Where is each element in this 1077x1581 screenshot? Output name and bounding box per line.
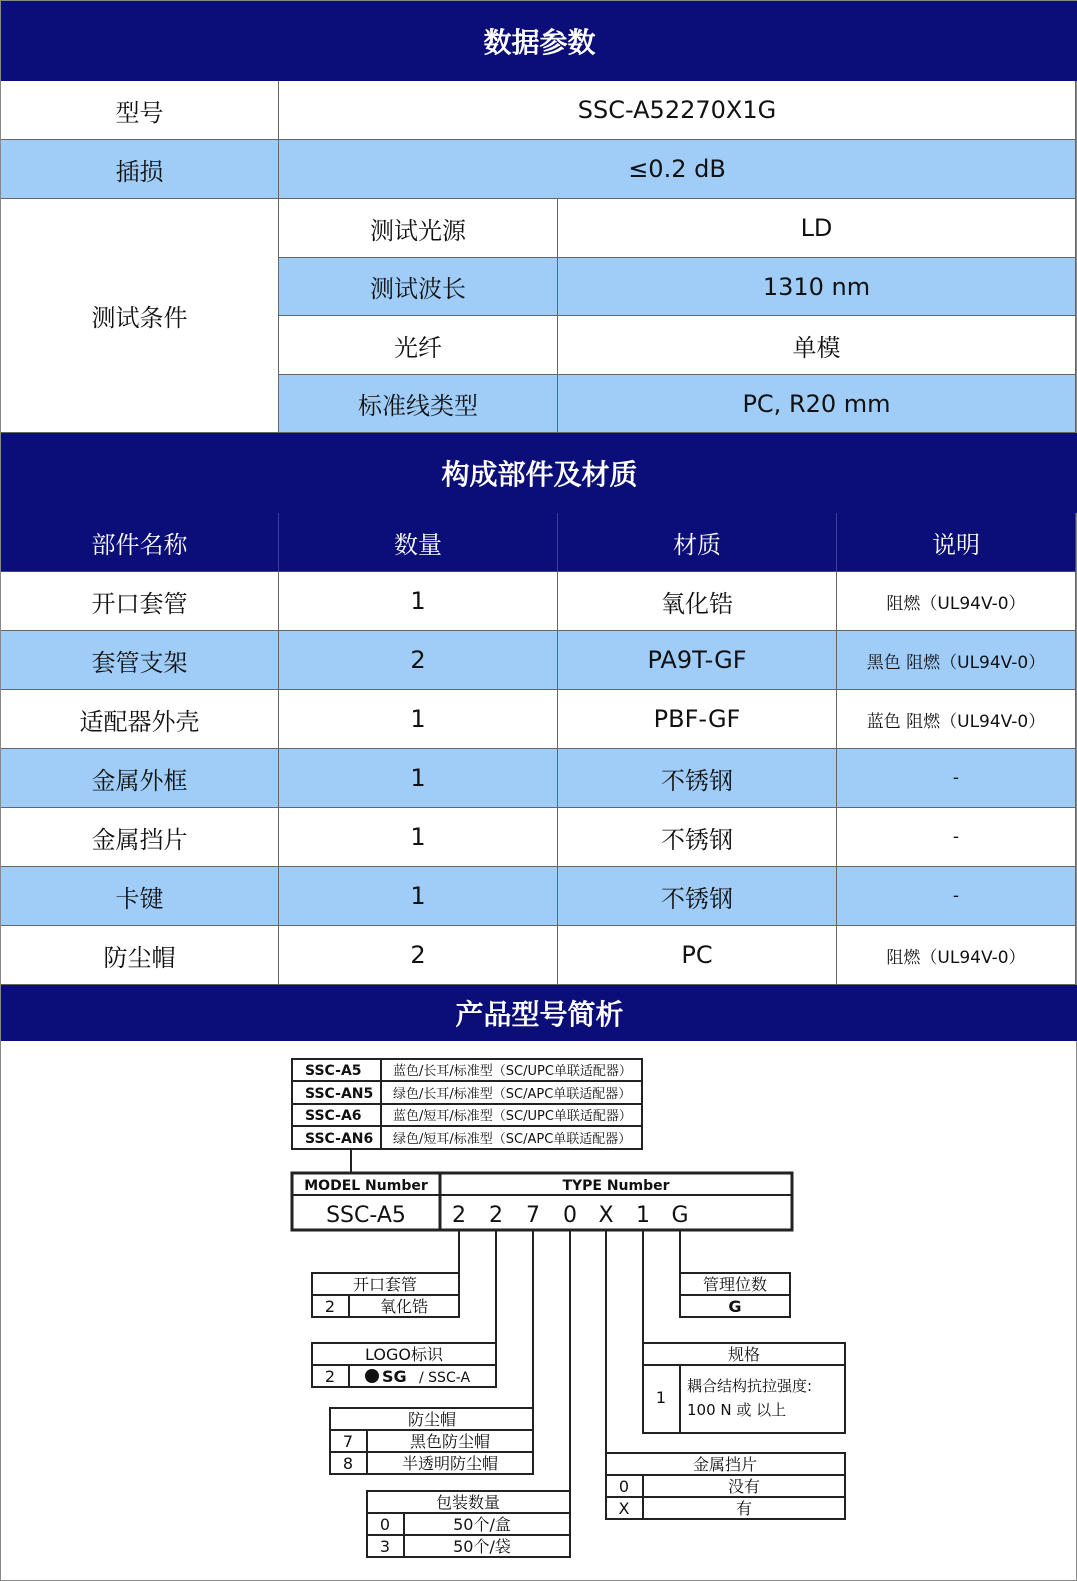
test-row-label: 测试光源 xyxy=(279,199,558,258)
spec-desc-line2: 100 N 或 以上 xyxy=(687,1401,787,1419)
table-cell-qty: 1 xyxy=(279,749,558,808)
table-cell-note: 黑色 阻燃（UL94V-0） xyxy=(837,631,1076,690)
model-list-code: SSC-AN6 xyxy=(305,1131,374,1147)
dustcap-desc: 半透明防尘帽 xyxy=(401,1454,499,1473)
shutter-title: 金属挡片 xyxy=(692,1455,758,1474)
dustcap-desc: 黑色防尘帽 xyxy=(409,1432,491,1451)
section-title-model-analysis: 产品型号简析 xyxy=(1,985,1077,1041)
type-char: 1 xyxy=(636,1203,650,1228)
table-cell-part: 开口套管 xyxy=(1,572,279,631)
type-char: 7 xyxy=(526,1203,540,1228)
test-row-value: 1310 nm xyxy=(558,258,1076,316)
shutter-desc: 没有 xyxy=(727,1477,761,1496)
model-list-desc: 绿色/长耳/标准型（SC/APC单联适配器） xyxy=(393,1087,632,1102)
table-cell-part: 防尘帽 xyxy=(1,926,279,985)
table-cell-note: 蓝色 阻燃（UL94V-0） xyxy=(837,690,1076,749)
package-code: 3 xyxy=(379,1537,391,1556)
spec-code: 1 xyxy=(655,1388,667,1407)
model-number-diagram xyxy=(1,1041,1077,1581)
spec-desc-line1: 耦合结构抗拉强度: xyxy=(687,1377,813,1395)
table-cell-material: 不锈钢 xyxy=(558,808,837,867)
test-row-value: PC, R20 mm xyxy=(558,375,1076,433)
table-cell-note: 阻燃（UL94V-0） xyxy=(837,926,1076,985)
shutter-code: 0 xyxy=(618,1477,630,1496)
table-cell-note: - xyxy=(837,867,1076,926)
table-cell-note: - xyxy=(837,749,1076,808)
model-number-label: MODEL Number xyxy=(304,1178,428,1194)
logo-title: LOGO标识 xyxy=(365,1345,443,1364)
pipe-title: 管理位数 xyxy=(702,1275,768,1294)
table-cell-qty: 1 xyxy=(279,808,558,867)
table-cell-note: 阻燃（UL94V-0） xyxy=(837,572,1076,631)
table-cell-part: 套管支架 xyxy=(1,631,279,690)
package-code: 0 xyxy=(379,1515,391,1534)
test-row-value: LD xyxy=(558,199,1076,258)
loss-value: ≤0.2 dB xyxy=(279,140,1076,199)
col-header-note: 说明 xyxy=(837,513,1076,572)
type-char: G xyxy=(671,1203,689,1228)
table-cell-material: 不锈钢 xyxy=(558,867,837,926)
col-header-material: 材质 xyxy=(558,513,837,572)
model-list-desc: 蓝色/长耳/标准型（SC/UPC单联适配器） xyxy=(393,1064,632,1079)
logo-code: 2 xyxy=(324,1367,336,1386)
type-number-label: TYPE Number xyxy=(562,1178,670,1194)
logo-desc: / SSC-A xyxy=(419,1370,471,1386)
package-title: 包装数量 xyxy=(435,1493,501,1512)
table-cell-part: 金属挡片 xyxy=(1,808,279,867)
table-cell-qty: 2 xyxy=(279,926,558,985)
table-cell-qty: 1 xyxy=(279,867,558,926)
model-label: 型号 xyxy=(1,81,279,140)
table-cell-qty: 2 xyxy=(279,631,558,690)
logo-brand: SG xyxy=(382,1367,407,1386)
spec-title: 规格 xyxy=(727,1345,761,1364)
model-list-desc: 绿色/短耳/标准型（SC/APC单联适配器） xyxy=(393,1132,632,1147)
type-char: 2 xyxy=(452,1203,466,1228)
loss-label: 插损 xyxy=(1,140,279,199)
section-title-components: 构成部件及材质 xyxy=(1,433,1077,513)
type-char: 0 xyxy=(563,1203,577,1228)
section-title-params: 数据参数 xyxy=(1,1,1077,81)
package-desc: 50个/袋 xyxy=(453,1537,511,1556)
dustcap-code: 7 xyxy=(342,1432,354,1451)
model-list-desc: 蓝色/短耳/标准型（SC/UPC单联适配器） xyxy=(393,1109,632,1124)
table-cell-material: PBF-GF xyxy=(558,690,837,749)
test-row-label: 光纤 xyxy=(279,316,558,375)
dustcap-title: 防尘帽 xyxy=(407,1410,457,1429)
table-cell-material: PA9T-GF xyxy=(558,631,837,690)
model-value: SSC-A52270X1G xyxy=(279,81,1076,140)
package-desc: 50个/盒 xyxy=(453,1515,511,1534)
table-cell-qty: 1 xyxy=(279,572,558,631)
model-number-value: SSC-A5 xyxy=(326,1203,406,1228)
pipe-code: G xyxy=(728,1297,742,1316)
brand-logo-icon xyxy=(365,1369,379,1383)
col-header-part: 部件名称 xyxy=(1,513,279,572)
table-cell-part: 适配器外壳 xyxy=(1,690,279,749)
model-list-code: SSC-A5 xyxy=(305,1063,362,1079)
table-cell-part: 金属外框 xyxy=(1,749,279,808)
dustcap-code: 8 xyxy=(342,1454,354,1473)
test-row-label: 测试波长 xyxy=(279,258,558,316)
col-header-qty: 数量 xyxy=(279,513,558,572)
test-conditions-label: 测试条件 xyxy=(1,199,279,433)
test-row-label: 标准线类型 xyxy=(279,375,558,433)
model-list-code: SSC-A6 xyxy=(305,1108,362,1124)
shutter-code: X xyxy=(618,1499,630,1518)
sleeve-title: 开口套管 xyxy=(352,1275,418,1294)
table-cell-note: - xyxy=(837,808,1076,867)
model-list-code: SSC-AN5 xyxy=(305,1086,374,1102)
test-row-value: 单模 xyxy=(558,316,1076,375)
table-cell-material: PC xyxy=(558,926,837,985)
table-cell-material: 氧化锆 xyxy=(558,572,837,631)
type-char: X xyxy=(598,1203,614,1228)
type-char: 2 xyxy=(489,1203,503,1228)
sleeve-desc: 氧化锆 xyxy=(379,1297,429,1316)
table-cell-material: 不锈钢 xyxy=(558,749,837,808)
table-cell-part: 卡键 xyxy=(1,867,279,926)
sleeve-code: 2 xyxy=(324,1297,336,1316)
shutter-desc: 有 xyxy=(735,1499,753,1518)
table-cell-qty: 1 xyxy=(279,690,558,749)
